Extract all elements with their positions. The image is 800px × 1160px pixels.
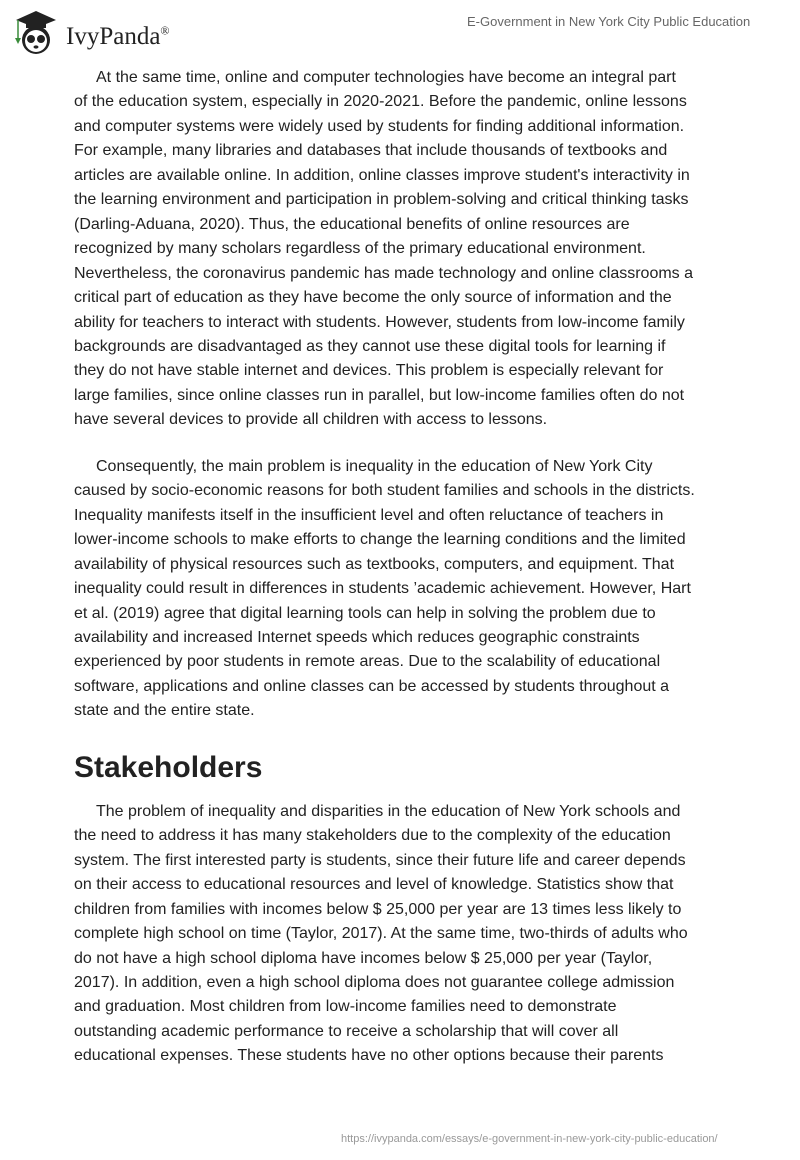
logo[interactable]: [12, 8, 170, 56]
text-line: the learning environment and participation in problem-solving and critical thinking tasks: [74, 191, 689, 209]
text-line: experienced by poor students in remote areas. Due to the scalability of educational: [74, 653, 661, 671]
text-line: do not have a high school diploma have incomes below $ 25,000 per year (Taylor,: [74, 949, 653, 967]
text-line: outstanding academic performance to receive a scholarship that will cover all: [74, 1022, 619, 1040]
text-line: they do not have stable internet and devices. This problem is especially relevant for: [74, 362, 664, 380]
document-title: E-Government in New York City Public Education: [467, 14, 751, 29]
text-line: have several devices to provide all children with access to lessons.: [74, 411, 548, 429]
text-line: The problem of inequality and disparities in the education of New York schools and: [96, 802, 681, 820]
text-line: ability for teachers to interact with students. However, students from low-income family: [74, 313, 685, 331]
text-line: backgrounds are disadvantaged as they cannot use these digital tools for learning if: [74, 337, 666, 355]
text-line: At the same time, online and computer technologies have become an integral part: [96, 69, 676, 86]
essay-body: [74, 66, 774, 1091]
text-line: complete high school on time (Taylor, 2017). At the same time, two-thirds of adults who: [74, 925, 688, 943]
text-line: lower-income schools to make efforts to change the learning conditions and the limited: [74, 531, 686, 549]
text-line: educational expenses. These students have no other options because their parents: [74, 1047, 664, 1065]
registered-mark: ®: [160, 23, 170, 38]
text-line: et al. (2019) agree that digital learning tools can help in solving the problem due to: [74, 604, 656, 622]
text-line: software, applications and online classes can be accessed by students throughout a: [74, 677, 670, 695]
text-line: the need to address it has many stakeholders due to the complexity of the education: [74, 827, 671, 845]
text-line: availability of physical resources such as textbooks, computers, and equipment. That: [74, 555, 675, 573]
brand-name: IvyPanda: [66, 23, 161, 50]
text-line: critical part of education as they have become the only source of information and the: [74, 289, 672, 307]
text-line: For example, many libraries and databases that include thousands of textbooks and: [74, 142, 668, 160]
text-line: large families, since online classes run in parallel, but low-income families often do not: [74, 386, 685, 404]
text-line: (Darling-Aduana, 2020). Thus, the educational benefits of online resources are: [74, 215, 630, 233]
panda-graduate-icon: [12, 8, 60, 56]
text-line: Inequality manifests itself in the insufficient level and often reluctance of teachers in: [74, 506, 664, 524]
text-line: state and the entire state.: [74, 702, 255, 720]
text-line: Nevertheless, the coronavirus pandemic has made technology and online classrooms a: [74, 264, 694, 282]
source-url[interactable]: https://ivypanda.com/essays/e-government-in-new-york-city-public-education/: [341, 1133, 718, 1145]
text-line: recognized by many scholars regardless of the primary educational environment.: [74, 240, 646, 258]
paragraph: [74, 66, 774, 433]
text-line: and computer systems were widely used by students for finding additional information.: [74, 117, 685, 135]
text-line: children from families with incomes below $ 25,000 per year are 13 times less likely to: [74, 900, 682, 918]
text-line: 2017). In addition, even a high school diploma does not guarantee college admission: [74, 973, 675, 991]
text-line: of the education system, especially in 2020-2021. Before the pandemic, online lessons: [74, 93, 687, 111]
text-line: availability and increased Internet speeds which reduces geographic constraints: [74, 628, 640, 646]
text-line: inequality could result in differences in students ’academic achievement. However, Hart: [74, 580, 691, 598]
text-line: and graduation. Most children from low-income families need to demonstrate: [74, 998, 617, 1016]
text-line: articles are available online. In addition, online classes improve student's interactivity in: [74, 166, 690, 184]
paragraph: [74, 455, 774, 724]
text-line: system. The first interested party is students, since their future life and career depends: [74, 851, 686, 869]
section-heading: Stakeholders: [74, 750, 263, 784]
text-line: on their access to educational resources and level of knowledge. Statistics show that: [74, 876, 674, 894]
paragraph: [74, 800, 774, 1069]
text-line: caused by socio-economic reasons for both student families and schools in the districts.: [74, 482, 695, 500]
text-line: Consequently, the main problem is inequality in the education of New York City: [96, 457, 653, 475]
